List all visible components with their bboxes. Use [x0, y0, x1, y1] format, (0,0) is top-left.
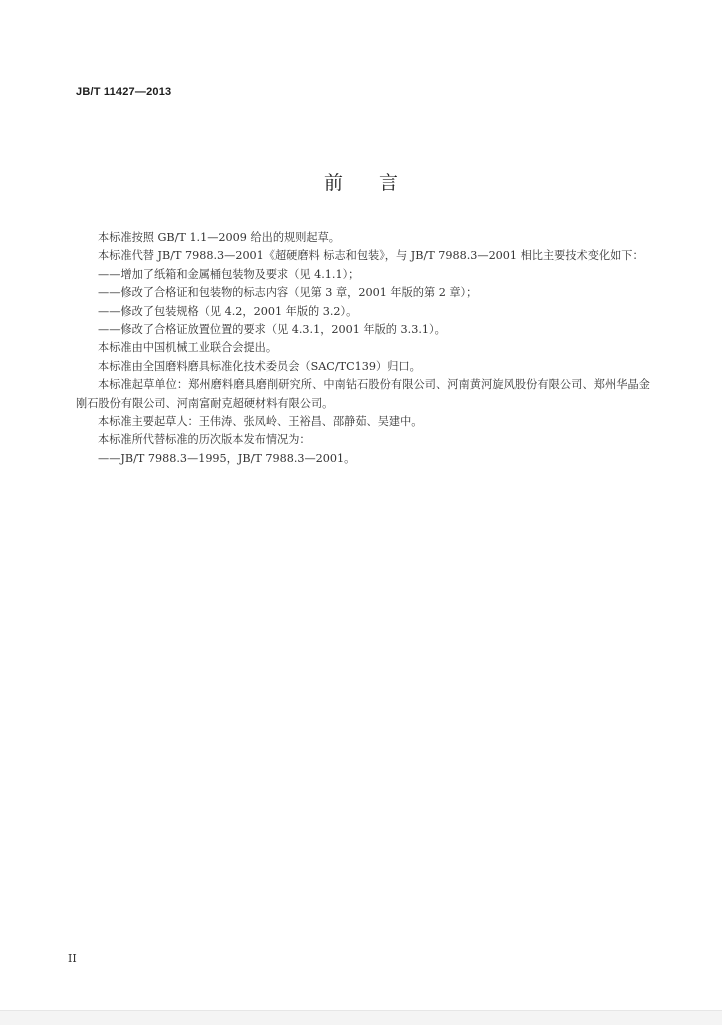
list-item-change-1: ——增加了纸箱和金属桶包装物及要求（见 4.1.1）；	[98, 267, 360, 281]
page-number: II	[68, 952, 77, 965]
page-bottom-edge	[0, 1010, 722, 1025]
list-item-change-4: ——修改了合格证放置位置的要求（见 4.3.1，2001 年版的 3.3.1）。	[98, 323, 446, 337]
paragraph-replacement: 本标准代替 JB/T 7988.3—2001《超硬磨料 标志和包装》，与 JB/T 7988.3—2001 相比主要技术变化如下：	[98, 249, 644, 263]
paragraph-history-intro: 本标准所代替标准的历次版本发布情况为：	[98, 433, 311, 447]
foreword-body	[76, 229, 650, 468]
document-number: JB/T 11427—2013	[76, 86, 172, 98]
list-item-change-2: ——修改了合格证和包装物的标志内容（见第 3 章，2001 年版的第 2 章）；	[98, 286, 478, 300]
paragraph-drafting-units: 本标准起草单位：郑州磨料磨具磨削研究所、中南钻石股份有限公司、河南黄河旋风股份有限公司、郑州华晶金刚石股份有限公司、河南富耐克超硬材料有限公司。	[76, 378, 650, 410]
paragraph-proposer: 本标准由中国机械工业联合会提出。	[98, 341, 278, 355]
list-item-history: ——JB/T 7988.3—1995，JB/T 7988.3—2001。	[98, 451, 356, 465]
paragraph-drafting-rules: 本标准按照 GB/T 1.1—2009 给出的规则起草。	[98, 231, 340, 244]
list-item-change-3: ——修改了包装规格（见 4.2，2001 年版的 3.2）。	[98, 304, 358, 318]
page-title: 前言	[323, 172, 434, 194]
paragraph-jurisdiction: 本标准由全国磨料磨具标准化技术委员会（SAC/TC139）归口。	[98, 359, 421, 373]
paragraph-drafters: 本标准主要起草人：王伟涛、张凤岭、王裕昌、邵静茹、吴建中。	[98, 415, 423, 429]
